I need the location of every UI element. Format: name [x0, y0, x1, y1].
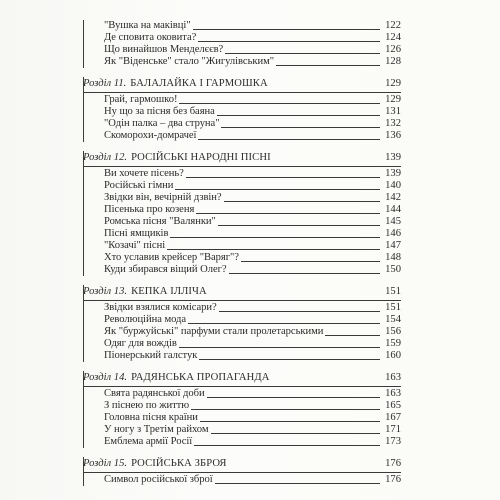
entry-page: 136	[385, 130, 401, 141]
entry-page: 171	[385, 424, 401, 435]
chapter-block	[83, 457, 401, 486]
entry-title: Одяг для вождів	[104, 338, 177, 349]
entry-title: "Вушка на маківці"	[104, 20, 191, 31]
entry-page: 165	[385, 400, 401, 411]
entry-title: З піснею по життю	[104, 400, 190, 411]
chapter-page: 139	[385, 152, 401, 163]
entry-title: Куди збирався віщий Олег?	[104, 264, 227, 275]
leader-line	[186, 177, 380, 178]
chapter-label: Розділ 15.	[83, 458, 128, 469]
toc-entry	[83, 32, 401, 44]
toc-entry	[83, 192, 401, 204]
entry-title: Як "Віденське" стало "Жигулівським"	[104, 56, 274, 67]
toc-intro-group	[83, 20, 401, 68]
leader-line	[325, 335, 380, 336]
entry-title: Піонерський галстук	[104, 350, 198, 361]
leader-line	[193, 29, 380, 30]
entry-title: Грай, гармошко!	[104, 94, 178, 105]
entry-title: Пісенька про козеня	[104, 204, 195, 215]
entry-title: Що винайшов Менделєєв?	[104, 44, 224, 55]
entry-title: Ви хочете пісень?	[104, 168, 184, 179]
entry-page: 176	[385, 474, 401, 485]
chapter-heading	[83, 77, 401, 93]
toc-entry	[83, 474, 401, 486]
leader-line	[207, 397, 380, 398]
entry-page: 151	[385, 302, 401, 313]
entry-title: Головна пісня країни	[104, 412, 198, 423]
chapter-block	[83, 151, 401, 276]
leader-line	[241, 261, 380, 262]
entry-title: Звідки він, вечірній дзвін?	[104, 192, 222, 203]
leader-line	[191, 409, 380, 410]
leader-line	[188, 323, 380, 324]
chapter-page: 163	[385, 372, 401, 383]
toc-entry	[83, 350, 401, 362]
entry-page: 131	[385, 106, 401, 117]
toc-entry	[83, 204, 401, 216]
toc-entry	[83, 130, 401, 142]
toc-entry	[83, 400, 401, 412]
chapter-page: 176	[385, 458, 401, 469]
leader-line	[219, 311, 380, 312]
chapter-page: 129	[385, 78, 401, 89]
toc-entry	[83, 424, 401, 436]
toc-entry	[83, 314, 401, 326]
chapter-title: КЕПКА ІЛЛІЧА	[131, 286, 207, 297]
chapter-heading	[83, 285, 401, 301]
leader-line	[217, 115, 380, 116]
chapter-heading	[83, 371, 401, 387]
entry-page: 146	[385, 228, 401, 239]
chapter-block	[83, 285, 401, 362]
leader-line	[215, 483, 380, 484]
entry-page: 128	[385, 56, 401, 67]
toc-entry	[83, 326, 401, 338]
toc-entry	[83, 56, 401, 68]
entry-title: Звідки взялися комісари?	[104, 302, 217, 313]
entry-page: 129	[385, 94, 401, 105]
leader-line	[198, 41, 380, 42]
entry-page: 159	[385, 338, 401, 349]
chapter-label: Розділ 13.	[83, 286, 128, 297]
toc-entry	[83, 106, 401, 118]
entry-page: 144	[385, 204, 401, 215]
toc-entry	[83, 44, 401, 56]
toc-entry	[83, 252, 401, 264]
leader-line	[170, 237, 380, 238]
entry-page: 132	[385, 118, 401, 129]
entry-title: Де сповита оковита?	[104, 32, 197, 43]
leader-line	[198, 139, 380, 140]
leader-line	[276, 65, 380, 66]
chapter-label: Розділ 11.	[83, 78, 127, 89]
entry-title: Свята радянської доби	[104, 388, 205, 399]
toc-entry	[83, 168, 401, 180]
chapter-page: 151	[385, 286, 401, 297]
toc-entry	[83, 412, 401, 424]
entry-title: "Одін палка – два струна"	[104, 118, 220, 129]
leader-line	[194, 445, 380, 446]
chapter-block	[83, 77, 401, 142]
toc-entry	[83, 240, 401, 252]
leader-line	[225, 53, 380, 54]
entry-page: 142	[385, 192, 401, 203]
leader-line	[179, 347, 380, 348]
entry-title: Хто уславив крейсер "Варяг"?	[104, 252, 239, 263]
toc-entry	[83, 264, 401, 276]
chapter-title: БАЛАЛАЙКА І ГАРМОШКА	[130, 78, 268, 89]
entry-page: 122	[385, 20, 401, 31]
toc-entry	[83, 118, 401, 130]
leader-line	[224, 201, 380, 202]
entry-title: Ромська пісня "Валянки"	[104, 216, 216, 227]
entry-page: 154	[385, 314, 401, 325]
entry-title: Емблема армії Росії	[104, 436, 193, 447]
leader-line	[175, 189, 380, 190]
leader-line	[167, 249, 380, 250]
toc-entry	[83, 228, 401, 240]
chapter-title: РАДЯНСЬКА ПРОПАГАНДА	[131, 372, 270, 383]
entry-page: 148	[385, 252, 401, 263]
entry-page: 160	[385, 350, 401, 361]
entry-page: 145	[385, 216, 401, 227]
chapter-block	[83, 371, 401, 448]
entry-title: У ногу з Третім райхом	[104, 424, 209, 435]
chapter-title: РОСІЙСЬКА ЗБРОЯ	[131, 458, 227, 469]
entry-page: 167	[385, 412, 401, 423]
entry-title: Пісні ямщиків	[104, 228, 169, 239]
chapter-label: Розділ 14.	[83, 372, 128, 383]
entry-page: 126	[385, 44, 401, 55]
chapter-title: РОСІЙСЬКІ НАРОДНІ ПІСНІ	[131, 152, 271, 163]
entry-title: Російські гімни	[104, 180, 174, 191]
entry-title: "Козачі" пісні	[104, 240, 166, 251]
entry-title: Революційна мода	[104, 314, 187, 325]
toc-entry	[83, 20, 401, 32]
toc-entry	[83, 436, 401, 448]
entry-title: Скоморохи-домрачеї	[104, 130, 197, 141]
entry-page: 140	[385, 180, 401, 191]
toc-entry	[83, 180, 401, 192]
toc-entry	[83, 302, 401, 314]
leader-line	[179, 103, 380, 104]
entry-page: 173	[385, 436, 401, 447]
chapter-label: Розділ 12.	[83, 152, 128, 163]
toc-entry	[83, 338, 401, 350]
table-of-contents	[83, 20, 401, 486]
leader-line	[229, 273, 380, 274]
toc-entry	[83, 216, 401, 228]
leader-line	[221, 127, 380, 128]
entry-page: 139	[385, 168, 401, 179]
leader-line	[218, 225, 380, 226]
leader-line	[200, 421, 380, 422]
entry-page: 163	[385, 388, 401, 399]
toc-entry	[83, 388, 401, 400]
chapter-heading	[83, 457, 401, 473]
chapter-heading	[83, 151, 401, 167]
entry-title: Ну що за пісня без баяна	[104, 106, 215, 117]
entry-page: 150	[385, 264, 401, 275]
toc-entry	[83, 94, 401, 106]
entry-title: Символ російської зброї	[104, 474, 213, 485]
entry-page: 156	[385, 326, 401, 337]
leader-line	[196, 213, 380, 214]
leader-line	[199, 359, 380, 360]
entry-title: Як "буржуйські" парфуми стали пролетарськими	[104, 326, 324, 337]
entry-page: 147	[385, 240, 401, 251]
leader-line	[211, 433, 381, 434]
entry-page: 124	[385, 32, 401, 43]
